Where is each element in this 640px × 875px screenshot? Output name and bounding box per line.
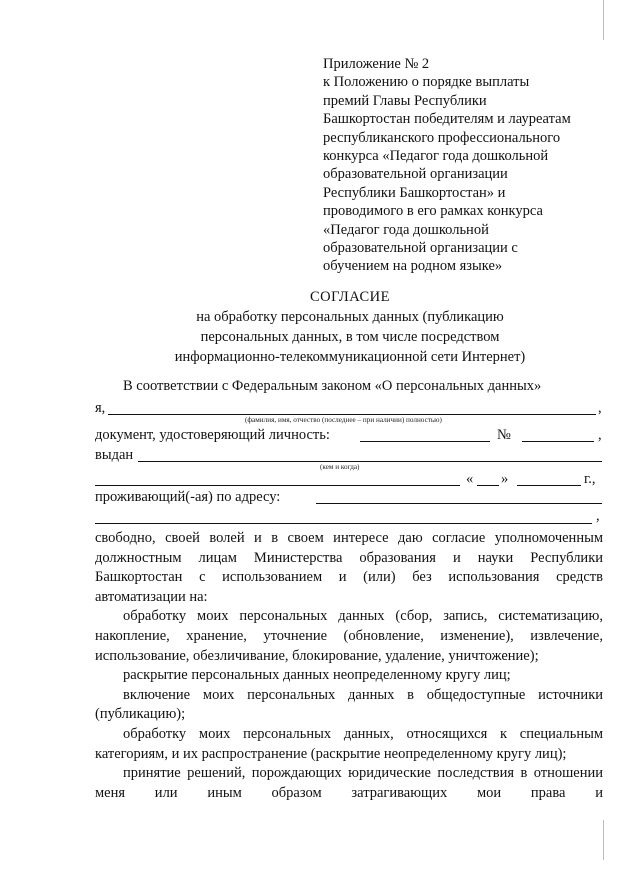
issued-hint: (кем и когда) <box>320 463 360 471</box>
fio-input-line[interactable] <box>108 414 596 415</box>
consent-item: включение моих персональных данных в общедоступные источники (публикацию); <box>95 686 603 723</box>
appendix-line: премий Главы Республики <box>323 92 487 109</box>
appendix-line: проводимого в его рамках конкурса <box>323 203 543 220</box>
issued-by-input-line[interactable] <box>138 461 602 462</box>
comma: , <box>598 427 602 443</box>
fio-hint: (фамилия, имя, отчество (последнее – при наличии) полностью) <box>245 416 442 424</box>
comma: , <box>596 508 600 524</box>
consent-body <box>95 529 603 803</box>
scan-edge-mark <box>603 820 604 860</box>
consent-item: обработку моих персональных данных, относящихся к специальным категориям, и их распространение (раскрытие неопределенному кругу лиц); <box>95 725 603 762</box>
appendix-line: образовательной организации с <box>323 240 518 257</box>
appendix-line: образовательной организации <box>323 166 508 183</box>
appendix-line: Приложение № 2 <box>323 56 430 72</box>
quote-open: « <box>466 471 474 487</box>
label-document: документ, удостоверяющий личность: <box>95 427 330 443</box>
label-ya: я, <box>95 400 106 416</box>
subtitle-line: информационно-телекоммуникационной сети Интернет) <box>174 349 526 365</box>
appendix-line: обучением на родном языке» <box>323 258 503 275</box>
document-number-input-line[interactable] <box>522 441 594 442</box>
address-continuation-line[interactable] <box>95 523 592 524</box>
consent-title <box>95 287 605 367</box>
issue-day-input-line[interactable] <box>477 485 499 486</box>
year-suffix: г., <box>584 471 596 487</box>
comma: , <box>598 400 602 416</box>
appendix-header <box>323 55 613 276</box>
document-heading: СОГЛАСИЕ <box>309 289 391 305</box>
consent-item: обработку моих персональных данных (сбор, запись, систематизацию, накопление, хранение, уточнение (обновление, изменение), извлечение, использование, обезличивание, блокирование, удаление, уничтожение); <box>95 608 603 664</box>
scan-edge-mark <box>603 0 604 40</box>
appendix-line: республиканского профессионального <box>323 129 561 146</box>
consent-item: принятие решений, порождающих юридические последствия в отношении меня или иным образом затрагивающих мои права и <box>95 765 603 801</box>
appendix-line: «Педагог года дошкольной <box>323 221 489 238</box>
appendix-line: Республики Башкортостан» и <box>323 184 506 201</box>
appendix-line: к Положению о порядке выплаты <box>323 74 530 91</box>
consent-item: раскрытие персональных данных неопределенному кругу лиц; <box>123 667 511 684</box>
document-type-input-line[interactable] <box>360 441 490 442</box>
label-address: проживающий(-ая) по адресу: <box>95 489 281 505</box>
consent-paragraph: свободно, своей волей и в своем интересе даю согласие уполномоченным должностным лицам Министерства образования и науки Республики Башкортостан с использованием и (или) без использования средств автоматизации на: <box>95 530 603 605</box>
address-input-line[interactable] <box>316 503 602 504</box>
subtitle-line: персональных данных, в том числе посредством <box>200 329 500 345</box>
label-issued: выдан <box>95 447 134 463</box>
intro-text: В соответствии с Федеральным законом «О персональных данных» <box>123 378 542 394</box>
issue-month-year-input-line[interactable] <box>517 485 581 486</box>
issued-by-continuation-line[interactable] <box>95 485 460 486</box>
quote-close: » <box>501 471 509 487</box>
label-number: № <box>497 427 511 443</box>
appendix-line: Башкортостан победителям и лауреатам <box>323 111 571 128</box>
subtitle-line: на обработку персональных данных (публикацию <box>196 309 504 325</box>
appendix-line: конкурса «Педагог года дошкольной <box>323 148 549 165</box>
